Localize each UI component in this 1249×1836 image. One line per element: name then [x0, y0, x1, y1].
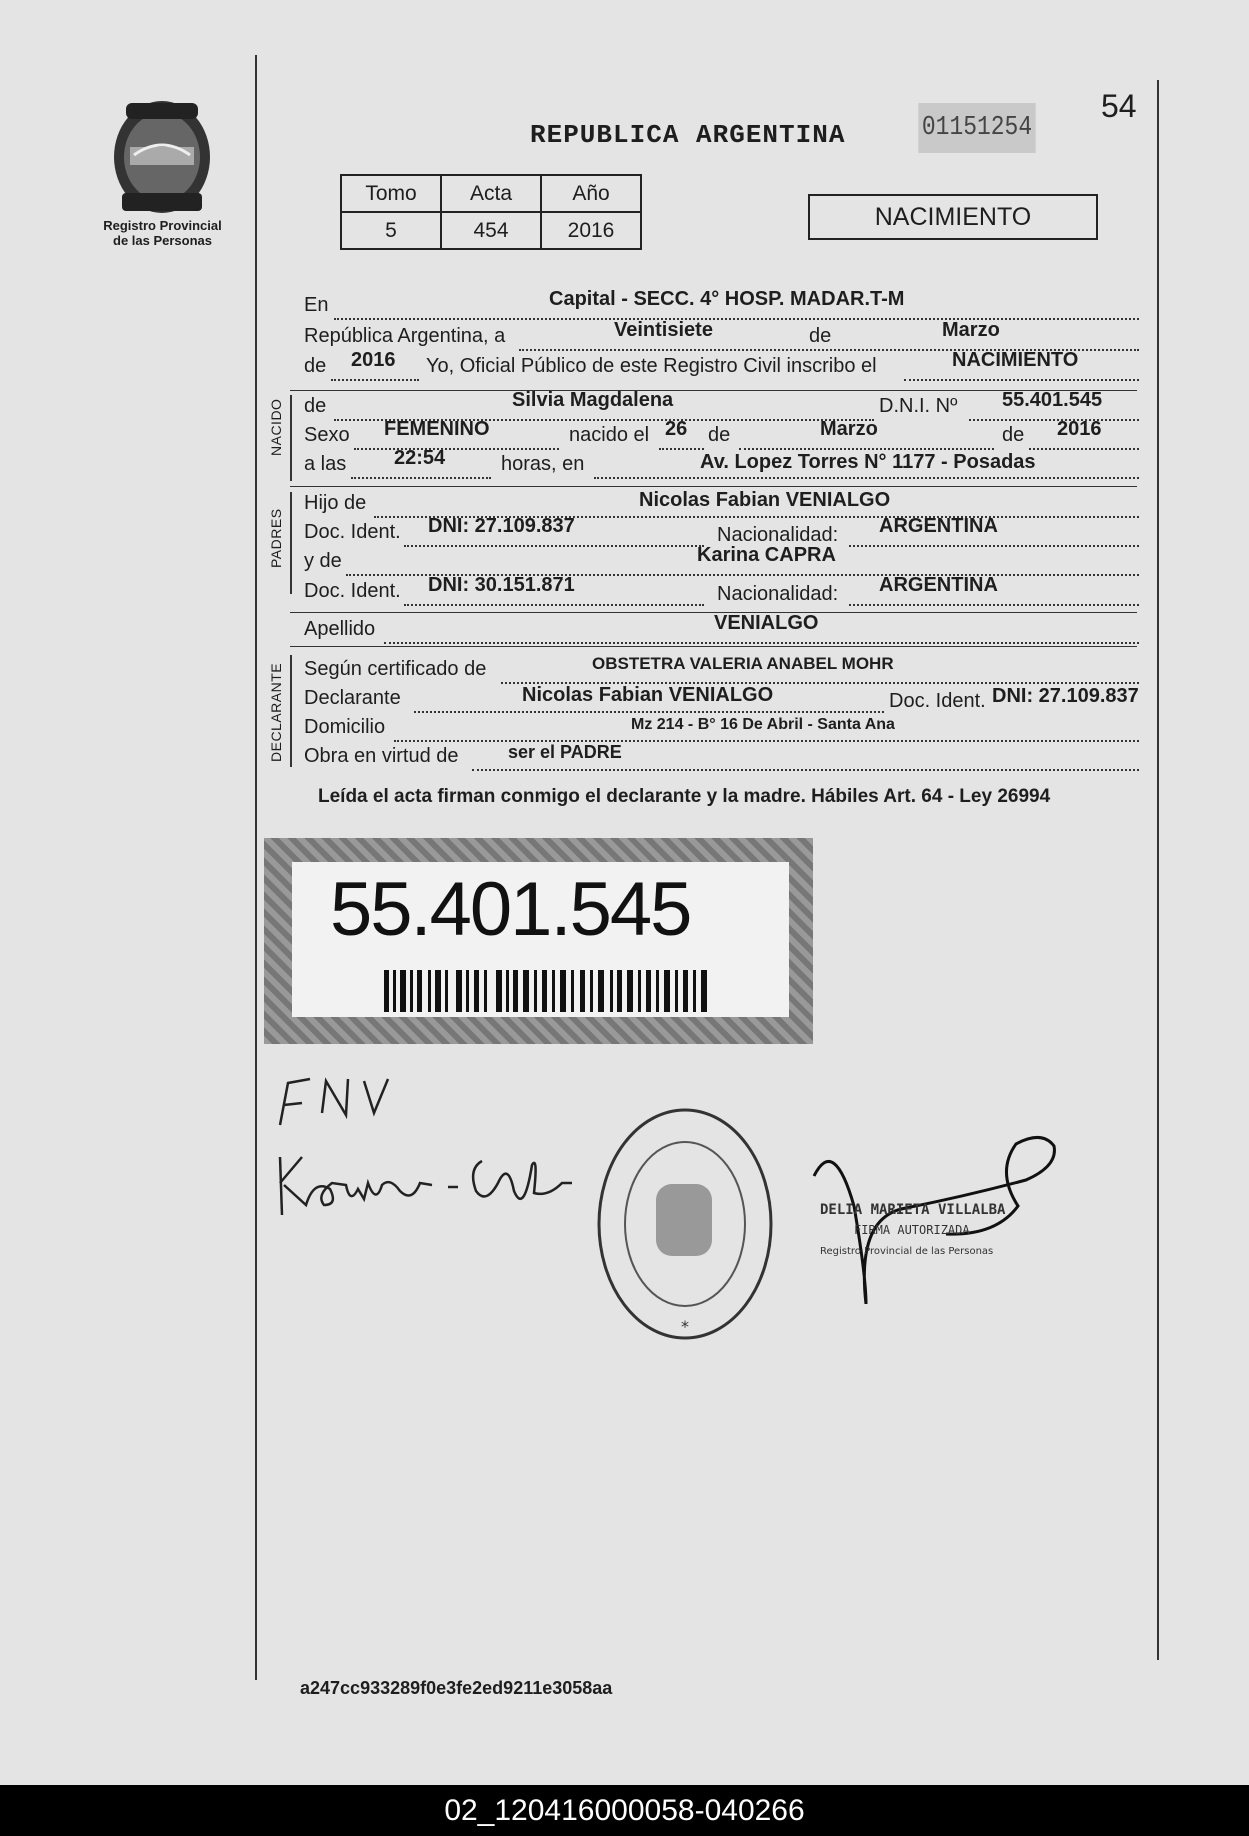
svg-text:*: * — [681, 1317, 689, 1336]
official-round-stamp — [594, 1104, 776, 1344]
value-birth-year: 2016 — [1057, 418, 1102, 440]
label-domicilio: Domicilio — [304, 716, 386, 738]
document-hash: a247cc933289f0e3fe2ed9211e3058aa — [300, 1678, 613, 1698]
province-seal-logo — [108, 95, 216, 225]
header-anio: Año — [541, 175, 641, 212]
value-birth-month: Marzo — [820, 418, 878, 440]
label-yo-oficial: Yo, Oficial Público de este Registro Civil inscribo el — [426, 355, 877, 377]
value-name: Silvia Magdalena — [512, 389, 674, 411]
header-acta: Acta — [441, 175, 541, 212]
value-anio: 2016 — [541, 212, 641, 249]
document-title: REPUBLICA ARGENTINA — [530, 120, 846, 150]
label-doc-ident-father: Doc. Ident. — [304, 521, 401, 543]
value-dni: 55.401.545 — [1002, 389, 1103, 411]
label-nacido-el: nacido el — [569, 424, 650, 446]
label-dni: D.N.I. Nº — [879, 395, 958, 417]
label-declarante: Declarante — [304, 687, 401, 709]
value-declarant-doc: DNI: 27.109.837 — [992, 685, 1139, 707]
label-segun-cert: Según certificado de — [304, 658, 487, 680]
handwritten-signature-declarant — [272, 1065, 602, 1215]
label-hijo-de: Hijo de — [304, 492, 367, 514]
value-acta: 454 — [441, 212, 541, 249]
value-month: Marzo — [942, 319, 1000, 341]
value-year: 2016 — [351, 349, 396, 371]
side-label-nacido: NACIDO — [268, 398, 284, 456]
header-tomo: Tomo — [341, 175, 441, 212]
value-day-words: Veintisiete — [614, 319, 713, 341]
value-surname: VENIALGO — [714, 612, 819, 634]
value-address: Av. Lopez Torres N° 1177 - Posadas — [700, 451, 1036, 473]
footnote: Leída el acta firman conmigo el declarante y la madre. Hábiles Art. 64 - Ley 26994 — [318, 786, 1051, 807]
registry-line-1: Registro Provincial — [103, 218, 222, 233]
label-doc-ident-declarant: Doc. Ident. — [889, 690, 986, 712]
row-time-place — [304, 447, 1139, 481]
record-type-box: NACIMIENTO — [808, 194, 1098, 240]
label-de-year: de — [304, 355, 327, 377]
label-a-las: a las — [304, 453, 347, 475]
official-signature — [806, 1126, 1074, 1304]
dni-sticker-number: 55.401.545 — [330, 867, 691, 952]
label-sexo: Sexo — [304, 424, 350, 446]
label-nacionalidad-father: Nacionalidad: — [717, 524, 839, 546]
label-republica: República Argentina, a — [304, 325, 506, 347]
label-de-name: de — [304, 395, 327, 417]
tomo-acta-anio-table — [340, 174, 642, 250]
label-horas-en: horas, en — [501, 453, 585, 475]
label-de-1: de — [708, 424, 731, 446]
value-mother-doc: DNI: 30.151.871 — [428, 574, 575, 596]
label-apellido: Apellido — [304, 618, 376, 640]
label-de-2: de — [1002, 424, 1025, 446]
side-label-padres: PADRES — [268, 508, 284, 568]
value-domicile: Mz 214 - B° 16 De Abril - Santa Ana — [631, 716, 895, 733]
row-by-virtue — [304, 742, 1139, 773]
svg-text:DELIA MARIETA VILLALBA: DELIA MARIETA VILLALBA — [820, 1202, 1006, 1218]
registry-name — [90, 218, 235, 248]
label-de-month: de — [809, 325, 832, 347]
row-surname — [304, 612, 1139, 646]
left-margin-line — [255, 55, 257, 1680]
svg-text:Registro Provincial de las Per: Registro Provincial de las Personas — [820, 1246, 994, 1257]
row-certificate — [304, 654, 1139, 686]
barcode — [384, 970, 712, 1012]
label-y-de: y de — [304, 550, 342, 572]
row-declarant — [304, 684, 1139, 715]
value-by-virtue: ser el PADRE — [508, 742, 622, 762]
value-father-nationality: ARGENTINA — [879, 515, 998, 537]
value-mother-nationality: ARGENTINA — [879, 574, 998, 596]
side-label-declarante: DECLARANTE — [268, 662, 284, 762]
registry-line-2: de las Personas — [113, 233, 212, 248]
value-sex: FEMENINO — [384, 418, 490, 440]
label-obra: Obra en virtud de — [304, 745, 459, 767]
right-margin-line — [1157, 80, 1159, 1660]
serial-number: 01151254 — [918, 103, 1035, 153]
value-birth-day: 26 — [665, 418, 688, 440]
svg-text:FIRMA AUTORIZADA: FIRMA AUTORIZADA — [854, 1223, 970, 1237]
page-number: 54 — [1101, 88, 1137, 124]
label-en: En — [304, 294, 329, 316]
value-father-name: Nicolas Fabian VENIALGO — [639, 489, 891, 511]
value-tomo: 5 — [341, 212, 441, 249]
dni-sticker — [264, 838, 813, 1044]
label-doc-ident-mother: Doc. Ident. — [304, 580, 401, 602]
row-mother-doc — [304, 574, 1139, 608]
value-mother-name: Karina CAPRA — [697, 544, 836, 566]
label-nacionalidad-mother: Nacionalidad: — [717, 583, 839, 605]
value-father-doc: DNI: 27.109.837 — [428, 515, 575, 537]
row-year — [304, 349, 1139, 383]
row-place — [304, 288, 1139, 322]
value-declarant: Nicolas Fabian VENIALGO — [522, 684, 774, 706]
value-record-kind: NACIMIENTO — [952, 349, 1079, 371]
value-time: 22:54 — [394, 447, 446, 469]
row-domicile — [304, 716, 1139, 744]
value-place: Capital - SECC. 4° HOSP. MADAR.T-M — [549, 288, 905, 310]
scan-id-bar: 02_120416000058-040266 — [0, 1785, 1249, 1836]
value-certificate-by: OBSTETRA VALERIA ANABEL MOHR — [592, 654, 894, 673]
